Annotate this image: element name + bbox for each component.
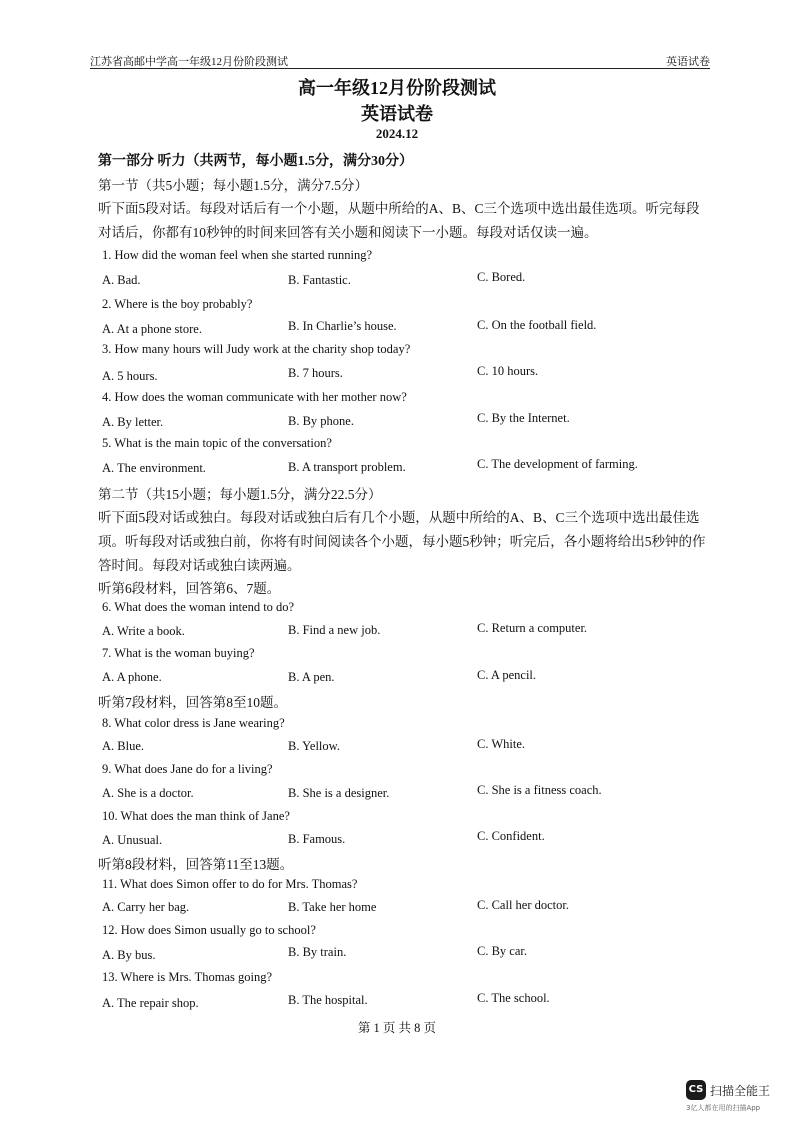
option-b: B. Find a new job.: [288, 623, 381, 637]
option-a: A. Carry her bag.: [102, 900, 190, 914]
section-one-instruction: 对话后，你都有10秒钟的时间来回答有关小题和阅读下一小题。每段对话仅读一遍。: [98, 225, 598, 240]
page-header: [90, 52, 710, 69]
material-heading: 听第7段材料，回答第8至10题。: [98, 695, 287, 710]
option-a: A. Unusual.: [102, 833, 163, 847]
option-c: C. On the football field.: [477, 318, 597, 332]
option-a: A. Write a book.: [102, 624, 185, 638]
option-a: A. The repair shop.: [102, 996, 199, 1010]
option-c: C. The school.: [477, 991, 550, 1005]
option-b: B. Fantastic.: [288, 273, 351, 287]
section-two-instruction: 答时间。每段对话或独白读两遍。: [98, 558, 301, 573]
header-subject: 英语试卷: [666, 56, 710, 68]
option-b: B. In Charlie’s house.: [288, 319, 397, 333]
option-b: B. The hospital.: [288, 993, 368, 1007]
question: 1. How did the woman feel when she started running?: [102, 248, 373, 262]
option-c: C. White.: [477, 737, 526, 751]
option-a: A. She is a doctor.: [102, 786, 194, 800]
option-c: C. By car.: [477, 944, 527, 958]
exam-title: 高一年级12月份阶段测试: [298, 78, 496, 98]
material-heading: 听第6段材料，回答第6、7题。: [98, 581, 281, 596]
question: 7. What is the woman buying?: [102, 646, 255, 660]
camscanner-logo-icon: CS: [686, 1080, 706, 1100]
scanner-tagline: 3亿人都在用的扫描App: [686, 1104, 761, 1112]
scanner-app-name: 扫描全能王: [710, 1084, 771, 1098]
question: 12. How does Simon usually go to school?: [102, 923, 316, 937]
option-a: A. Blue.: [102, 739, 145, 753]
option-a: A. At a phone store.: [102, 322, 202, 336]
option-b: B. She is a designer.: [288, 786, 390, 800]
option-b: B. Yellow.: [288, 739, 340, 753]
question: 8. What color dress is Jane wearing?: [102, 716, 285, 730]
question: 13. Where is Mrs. Thomas going?: [102, 970, 273, 984]
question: 3. How many hours will Judy work at the charity shop today?: [102, 342, 411, 356]
question: 9. What does Jane do for a living?: [102, 762, 273, 776]
option-a: A. Bad.: [102, 273, 141, 287]
page-number: 第 1 页 共 8 页: [357, 1021, 437, 1035]
option-a: A. By bus.: [102, 948, 156, 962]
option-c: C. 10 hours.: [477, 364, 539, 378]
option-a: A. The environment.: [102, 461, 206, 475]
option-c: C. A pencil.: [477, 668, 537, 682]
option-b: B. 7 hours.: [288, 366, 343, 380]
option-b: B. A pen.: [288, 670, 335, 684]
question: 4. How does the woman communicate with her mother now?: [102, 390, 407, 404]
option-a: A. By letter.: [102, 415, 164, 429]
option-c: C. By the Internet.: [477, 411, 570, 425]
section-two-heading: 第二节（共15小题；每小题1.5分，满分22.5分）: [98, 487, 382, 502]
option-b: B. By train.: [288, 945, 347, 959]
scanner-watermark: [686, 1080, 786, 1114]
material-heading: 听第8段材料，回答第11至13题。: [98, 857, 294, 872]
question: 11. What does Simon offer to do for Mrs. Thomas?: [102, 877, 358, 891]
section-two-instruction: 听下面5段对话或独白。每段对话或独白后有几个小题，从题中所给的A、B、C三个选项中选出最佳选: [98, 510, 700, 525]
option-c: C. Confident.: [477, 829, 545, 843]
question: 10. What does the man think of Jane?: [102, 809, 290, 823]
option-b: B. Famous.: [288, 832, 346, 846]
question: 2. Where is the boy probably?: [102, 297, 253, 311]
option-c: C. Return a computer.: [477, 621, 588, 635]
option-c: C. The development of farming.: [477, 457, 638, 471]
option-c: C. Call her doctor.: [477, 898, 569, 912]
header-school: 江苏省高邮中学高一年级12月份阶段测试: [90, 56, 288, 68]
option-a: A. 5 hours.: [102, 369, 158, 383]
question: 6. What does the woman intend to do?: [102, 600, 295, 614]
option-b: B. Take her home: [288, 900, 377, 914]
part-one-heading: 第一部分 听力（共两节，每小题1.5分，满分30分）: [98, 154, 413, 169]
option-b: B. A transport problem.: [288, 460, 406, 474]
exam-date: 2024.12: [375, 126, 419, 141]
option-b: B. By phone.: [288, 414, 354, 428]
option-a: A. A phone.: [102, 670, 162, 684]
option-c: C. She is a fitness coach.: [477, 783, 602, 797]
question: 5. What is the main topic of the conversation?: [102, 436, 332, 450]
section-one-heading: 第一节（共5小题；每小题1.5分，满分7.5分）: [98, 178, 368, 193]
section-one-instruction: 听下面5段对话。每段对话后有一个小题，从题中所给的A、B、C三个选项中选出最佳选项。听完每段: [98, 201, 700, 216]
option-c: C. Bored.: [477, 270, 526, 284]
exam-subtitle: 英语试卷: [361, 104, 433, 124]
section-two-instruction: 项。听每段对话或独白前，你将有时间阅读各个小题，每小题5秒钟；听完后，各小题将给出5秒钟的作: [98, 534, 706, 549]
